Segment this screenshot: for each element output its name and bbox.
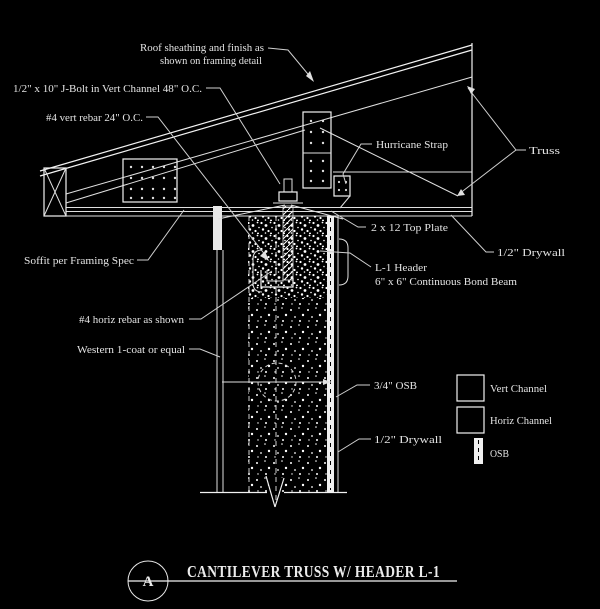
leader-roof-sheathing [268,48,314,82]
label-drywall-lower: 1/2" Drywall [374,434,442,446]
leader-hurricane-strap [343,144,372,184]
label-osb: 3/4" OSB [374,380,417,392]
label-roof-sheathing-line2: shown on framing detail [160,55,262,67]
legend-label-vert-channel: Vert Channel [490,383,547,395]
legend-label-horiz-channel: Horiz Channel [490,415,552,427]
label-j-bolt: 1/2" x 10" J-Bolt in Vert Channel 48" O.C. [13,83,203,95]
label-soffit: Soffit per Framing Spec [24,255,135,267]
leader-soffit [137,210,184,260]
osb-strip [327,216,334,492]
legend-item-vert-channel [457,375,547,401]
label-horiz-rebar: #4 horiz rebar as shown [79,314,185,326]
truss-bottom-chord [44,172,472,216]
label-stucco: Western 1-coat or equal [77,344,185,356]
hurricane-strap-plate [334,176,350,208]
leader-top-plate [331,211,366,227]
legend [457,375,552,464]
truss-end-block [44,168,66,216]
horiz-channel-swatch [457,407,484,433]
label-truss: Truss [529,145,560,157]
detail-title: CANTILEVER TRUSS W/ HEADER L-1 [187,562,440,581]
gusset-plate-center [303,112,331,188]
label-drywall-upper: 1/2" Drywall [497,247,565,259]
vert-channel-core [248,298,330,492]
frieze-board [213,206,222,250]
vert-channel-swatch [457,375,484,401]
legend-item-osb [474,438,509,464]
detail-letter: A [142,574,154,590]
label-header-line2: 6" x 6" Continuous Bond Beam [375,276,518,288]
legend-label-osb: OSB [490,448,509,460]
leader-drywall-lower [338,439,371,452]
leader-truss [457,86,526,196]
label-roof-sheathing-line1: Roof sheathing and finish as [140,42,264,54]
label-hurricane-strap: Hurricane Strap [376,139,449,151]
leader-stucco [189,349,220,357]
legend-item-horiz-channel [457,407,552,433]
leader-osb [336,385,370,397]
truss-assembly [40,43,472,216]
label-top-plate: 2 x 12 Top Plate [371,222,449,234]
leader-drywall-upper [451,215,494,252]
stucco-layer [217,250,223,492]
label-header-line1: L-1 Header [375,262,428,274]
label-vert-rebar: #4 vert rebar 24" O.C. [46,112,144,124]
wall-section [200,179,348,507]
gusset-plate-left [123,159,177,202]
title-block [128,561,457,601]
